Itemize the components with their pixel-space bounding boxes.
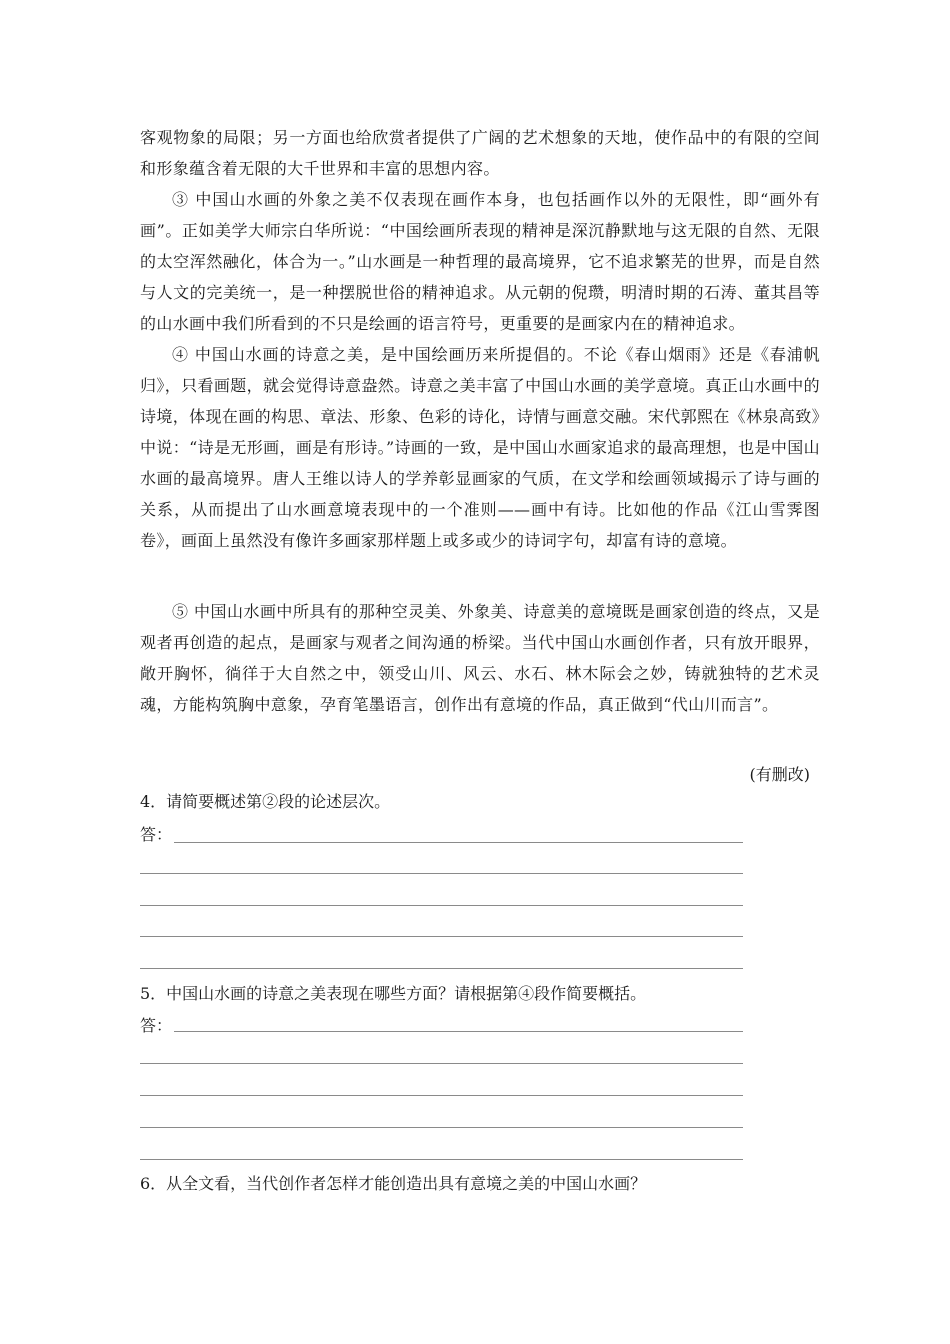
passage-paragraph-4: ④ 中国山水画的诗意之美，是中国绘画历来所提倡的。不论《春山烟雨》还是《春浦帆归》，只看画题，就会觉得诗意盎然。诗意之美丰富了中国山水画的美学意境。真正山水画中的诗境，体现在画的构思、章法、形象、色彩的诗化，诗情与画意交融。宋代郭熙在《林泉高致》中说：“诗是无形画，画是有形诗。”诗画的一致，是中国山水画家追求的最高理想，也是中国山水画的最高境界。唐人王维以诗人的学养彰显画家的气质，在文学和绘画领域揭示了诗与画的关系，从而提出了山水画意境表现中的一个准则——画中有诗。比如他的作品《江山雪霁图卷》，画面上虽然没有像许多画家那样题上或多或少的诗词字句，却富有诗的意境。 [140, 345, 820, 550]
answer-label-4: 答： [140, 825, 173, 844]
answer-line[interactable] [140, 936, 743, 937]
passage-paragraph-continued: 客观物象的局限；另一方面也给欣赏者提供了广阔的艺术想象的天地，使作品中的有限的空间和形象蕴含着无限的大千世界和丰富的思想内容。 [140, 128, 820, 178]
source-note: (有删改) [749, 765, 810, 784]
question-5: 5．中国山水画的诗意之美表现在哪些方面？请根据第④段作简要概括。 [140, 984, 647, 1003]
answer-line[interactable] [140, 1127, 743, 1128]
answer-line[interactable] [174, 1031, 743, 1032]
question-4: 4．请简要概述第②段的论述层次。 [140, 792, 391, 811]
answer-line[interactable] [140, 1159, 743, 1160]
answer-line[interactable] [174, 842, 743, 843]
passage-paragraph-3: ③ 中国山水画的外象之美不仅表现在画作本身，也包括画作以外的无限性，即“画外有画”。正如美学大师宗白华所说：“中国绘画所表现的精神是深沉静默地与这无限的自然、无限的太空浑然融化，体合为一。”山水画是一种哲理的最高境界，它不追求繁芜的世界，而是自然与人文的完美统一，是一种摆脱世俗的精神追求。从元朝的倪瓒，明清时期的石涛、董其昌等的山水画中我们所看到的不只是绘画的语言符号，更重要的是画家内在的精神追求。 [140, 190, 820, 333]
answer-line[interactable] [140, 873, 743, 874]
passage-paragraph-5: ⑤ 中国山水画中所具有的那种空灵美、外象美、诗意美的意境既是画家创造的终点，又是观者再创造的起点，是画家与观者之间沟通的桥梁。当代中国山水画创作者，只有放开眼界，敞开胸怀，徜徉于大自然之中，领受山川、风云、水石、林木际会之妙，铸就独特的艺术灵魂，方能构筑胸中意象，孕育笔墨语言，创作出有意境的作品，真正做到“代山川而言”。 [140, 602, 820, 714]
answer-line[interactable] [140, 1095, 743, 1096]
answer-line[interactable] [140, 1063, 743, 1064]
answer-line[interactable] [140, 968, 743, 969]
answer-label-5: 答： [140, 1016, 173, 1035]
answer-line[interactable] [140, 905, 743, 906]
question-6: 6．从全文看，当代创作者怎样才能创造出具有意境之美的中国山水画？ [140, 1174, 647, 1193]
